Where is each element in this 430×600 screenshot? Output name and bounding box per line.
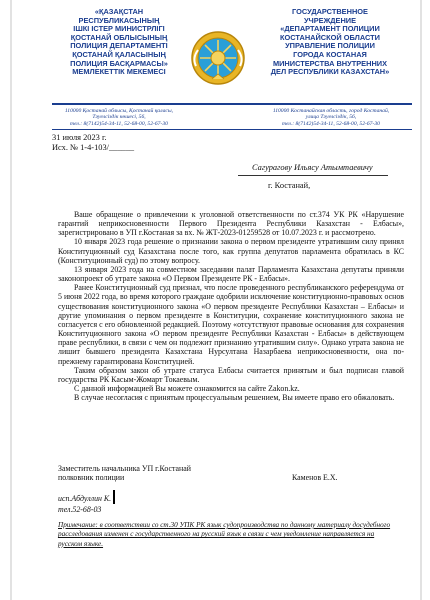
executor-name: исп.Абдуллин К.: [58, 494, 112, 503]
address-line: 110000 Костанайская область, город Костанай,: [272, 108, 390, 114]
addressee-city: г. Костанай,: [268, 181, 311, 190]
address-line: тел.: 8(7142)54-34-11, 52-68-00, 52-67-30: [70, 120, 168, 127]
org-kz-line: «ҚАЗАҚСТАН: [94, 7, 144, 16]
address-line: 110000 Қостанай облысы, Қостанай қаласы,: [64, 108, 174, 114]
letterhead-right-address: [250, 108, 412, 127]
body-paragraph: В случае несогласия с принятым процессуальным решением, Вы имеете право его обжаловать.: [74, 393, 395, 403]
letter-date: 31 июля 2023 г.: [52, 133, 107, 142]
org-kz-line: ҚОСТАНАЙ ОБЛЫСЫНЫҢ: [70, 32, 168, 42]
org-ru-line: КОСТАНАЙСКОЙ ОБЛАСТИ: [280, 32, 380, 42]
address-line: улица Тәуелсіздік, 56,: [305, 114, 357, 121]
letterhead-rule-bottom: [52, 129, 412, 130]
address-line: Тәуелсіздік көшесі, 56,: [92, 114, 146, 121]
letterhead-left-org: [52, 8, 186, 77]
outgoing-number: Исх. № 1-4-103/______: [52, 143, 135, 152]
executor-block: [58, 490, 115, 515]
state-emblem-icon: [190, 30, 246, 86]
signatory-rank: полковник полиции: [58, 473, 125, 483]
footnote: Примечание: в соответствии со ст.30 УПК РК язык судопроизводства по данному материалу досудебного расследования изменен с государственного на русский язык в связи с чем уведомление направляется на русском языке.: [58, 521, 391, 548]
address-line: тел.: 8(7142)54-34-11, 52-68-00, 52-67-30: [282, 120, 380, 127]
body-paragraph: Ваше обращение о привлечении к уголовной ответственности по ст.374 УК РК «Нарушение гарантий неприкосновенности Первого Президента Республики Казахстан - Елбасы», зарегистрировано в УП г.Костаная за вх. № ЖТ-2023-01259528 от 10.07.2023 г. и рассмотрено.: [58, 210, 404, 238]
org-ru-line: ГОСУДАРСТВЕННОЕ: [292, 7, 368, 16]
org-ru-line: МИНИСТЕРСТВА ВНУТРЕННИХ: [272, 58, 388, 68]
org-ru-line: ДЕЛ РЕСПУБЛИКИ КАЗАХСТАН»: [270, 67, 390, 77]
org-ru-line: УЧРЕЖДЕНИЕ: [303, 15, 357, 25]
page-edge-right: [420, 0, 422, 600]
body-paragraph: 10 января 2023 года решение о признании закона о первом президенте утратившим силу принял Конституционный суд Казахстана после того, как группа депутатов парламента обратилась в КС (Конституционный суд) по этому вопросу.: [58, 237, 404, 265]
letterhead-rule: [52, 103, 412, 105]
signature-rank-row: [58, 473, 404, 482]
body-paragraph: 13 января 2023 года на совместном заседании палат Парламента Казахстана депутаты приняли законопроект об утрате закона «О Первом Президенте РК - Елбасы».: [58, 264, 404, 284]
addressee-rule: [238, 175, 388, 176]
org-kz-line: ІШКІ ІСТЕР МИНИСТРЛІГІ: [73, 24, 165, 34]
org-kz-line: ПОЛИЦИЯ ДЕПАРТАМЕНТІ: [70, 41, 168, 51]
letterhead-left-address: [52, 108, 186, 127]
org-kz-line: ҚОСТАНАЙ ҚАЛАСЫНЫҢ: [72, 49, 166, 59]
addressee-name: Сагурагову Ильясу Атымтаевичу: [252, 163, 373, 172]
body-paragraph: С данной информацией Вы можете ознакомится на сайте Zakon.kz.: [74, 383, 300, 393]
body-paragraph: Таким образом закон об утрате статуса Елбасы считается принятым и был подписан главой государства РК Касым-Жомарт Токаевым.: [58, 365, 404, 384]
cursor-mark: [113, 490, 115, 504]
org-kz-line: ПОЛИЦИЯ БАСҚАРМАСЫ»: [70, 58, 168, 68]
org-ru-line: «ДЕПАРТАМЕНТ ПОЛИЦИИ: [280, 24, 380, 34]
letterhead-right-org: [250, 8, 410, 77]
signatory-title: Заместитель начальника УП г.Костанай: [58, 464, 191, 473]
signatory-name: Каменов Е.Х.: [292, 473, 338, 483]
signature-title-row: [58, 464, 404, 473]
org-kz-line: МЕМЛЕКЕТТІК МЕКЕМЕСІ: [72, 67, 166, 77]
executor-phone: тел.52-68-03: [58, 504, 102, 514]
page-edge-left: [10, 0, 12, 600]
letter-body: [58, 210, 404, 402]
signature-block: [58, 464, 404, 483]
org-ru-line: ГОРОДА КОСТАНАЯ: [293, 49, 367, 59]
org-kz-line: РЕСПУБЛИКАСЫНЫҢ: [78, 15, 160, 25]
body-paragraph: Ранее Конституционный суд признал, что после проведенного республиканского референдума от 5 июня 2022 года, во время которого граждане одобрили исключение конституционно-правовых основ существования конституционного закона «О первом президенте Республики Казахстан – Елбасы» и другие упоминания о первом президенте в Конституции, сохранение конституционного закона не согласуется с его обновленной редакцией. Поэтому «отсутствуют правовые основания для сохранения Конституционного закона «О первом президенте Республики Казахстан - Елбасы» в действующем праве республики, в связи с чем он подлежит признанию утратившим силу». Однако утрата закона не лишит бывшего президента Казахстана Нурсултана Назарбаева неприкосновенности, она по-прежнему гарантирована Конституцией.: [58, 283, 404, 366]
org-ru-line: УПРАВЛЕНИЕ ПОЛИЦИИ: [285, 41, 375, 51]
